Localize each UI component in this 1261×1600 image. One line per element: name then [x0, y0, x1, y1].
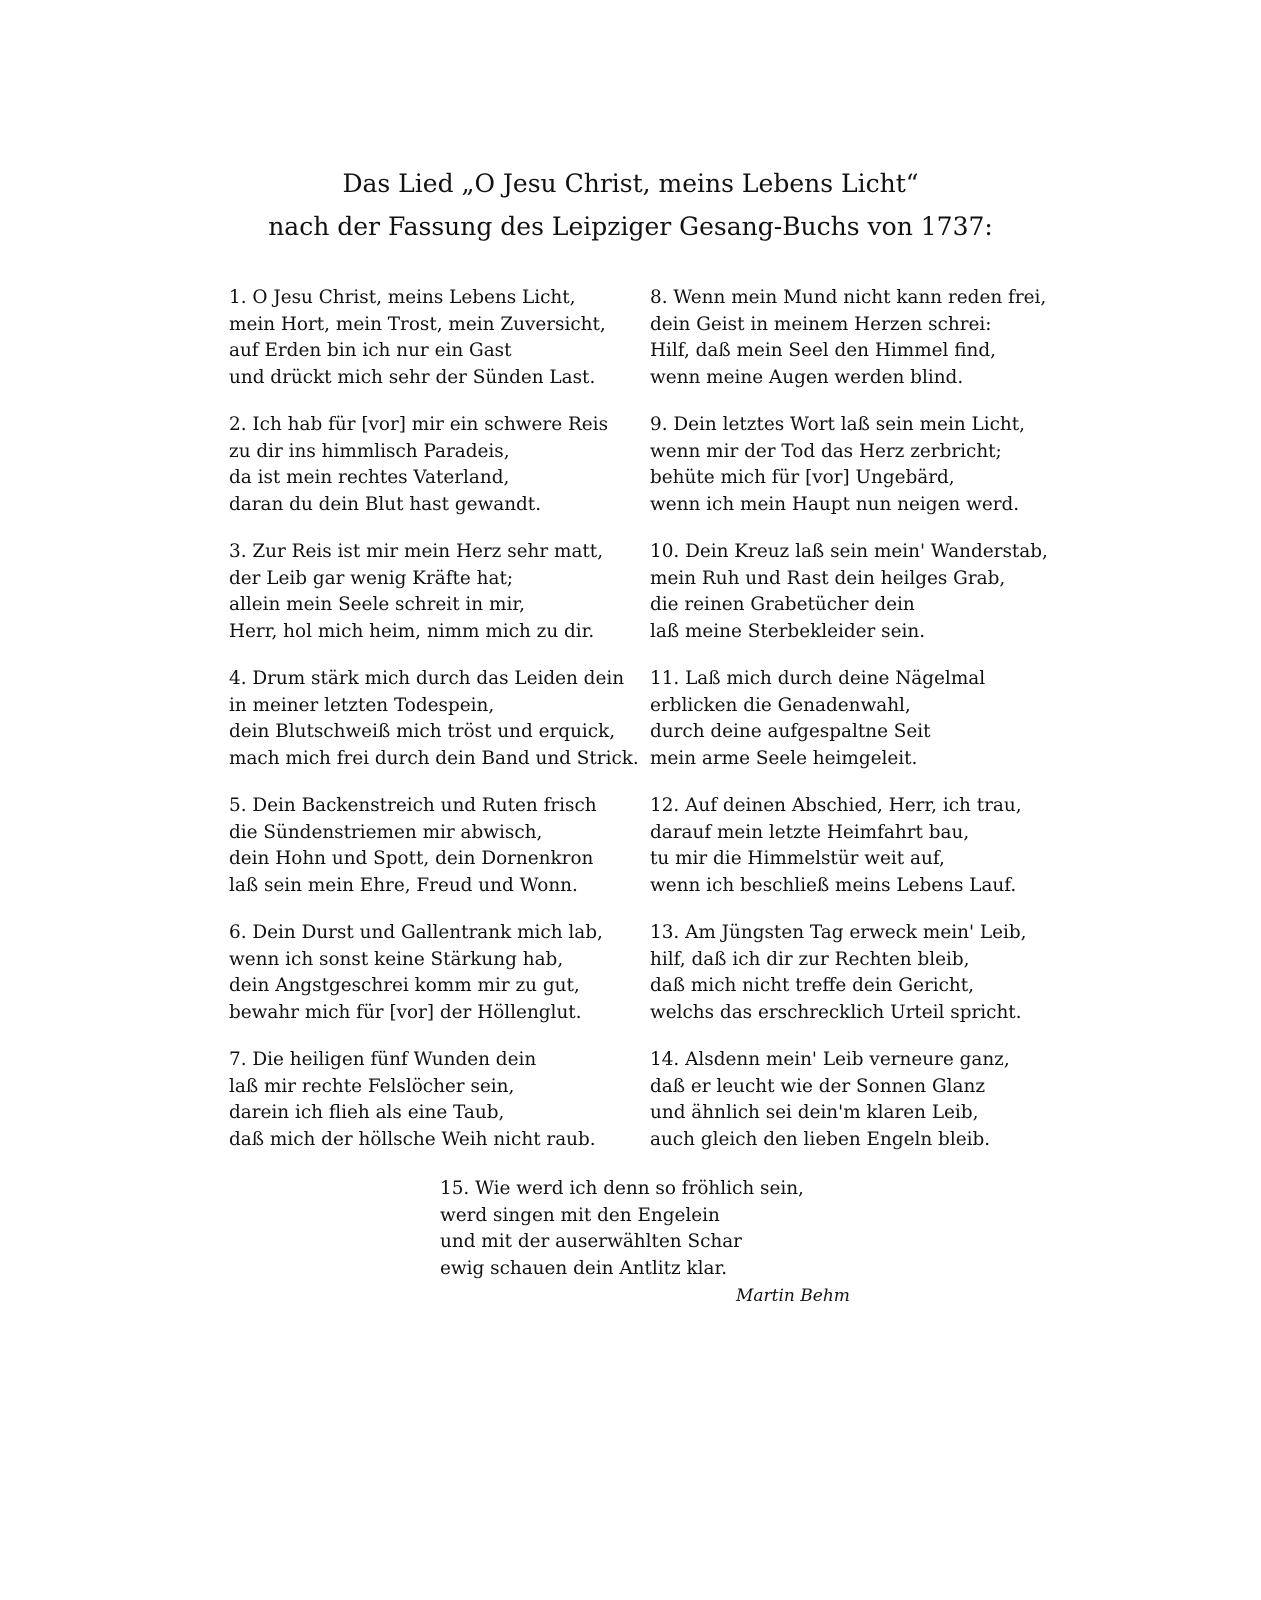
verse-line: der Leib gar wenig Kräfte hat; [229, 567, 514, 589]
author-signature: Martin Behm [736, 1286, 850, 1306]
verse-line: behüte mich für [vor] Ungebärd, [650, 467, 955, 488]
verse-line: 11. Laß mich durch deine Nägelmal [650, 668, 986, 689]
stanza-6 [229, 920, 629, 1026]
verse-line: welchs das erschrecklich Urteil spricht. [650, 1001, 1022, 1023]
verse-line: laß meine Sterbekleider sein. [650, 620, 926, 642]
stanza-4 [229, 666, 639, 772]
verse-line: wenn meine Augen werden blind. [650, 366, 964, 388]
verse-line: ewig schauen dein Antlitz klar. [440, 1257, 728, 1279]
verse-line: dein Angstgeschrei komm mir zu gut, [229, 975, 580, 996]
verse-line: 3. Zur Reis ist mir mein Herz sehr matt, [229, 541, 604, 562]
verse-line: 6. Dein Durst und Gallentrank mich lab, [229, 922, 603, 943]
verse-line: die reinen Grabetücher dein [650, 594, 915, 615]
stanza-9 [650, 412, 1050, 518]
verse-line: da ist mein rechtes Vaterland, [229, 467, 510, 488]
stanza-5 [229, 793, 629, 899]
verse-line: mach mich frei durch dein Band und Strick. [229, 747, 639, 769]
verse-line: auf Erden bin ich nur ein Gast [229, 340, 512, 361]
verse-line: auch gleich den lieben Engeln bleib. [650, 1128, 991, 1150]
verse-line: 13. Am Jüngsten Tag erweck mein' Leib, [650, 922, 1027, 943]
verse-line: daß mich nicht treffe dein Gericht, [650, 975, 975, 996]
verse-line: und ähnlich sei dein'm klaren Leib, [650, 1102, 979, 1123]
verse-line: daß mich der höllsche Weih nicht raub. [229, 1128, 596, 1150]
verse-line: darein ich flieh als eine Taub, [229, 1102, 505, 1123]
stanza-3 [229, 539, 629, 645]
verse-line: durch deine aufgespaltne Seit [650, 721, 931, 742]
verse-line: 1. O Jesu Christ, meins Lebens Licht, [229, 287, 576, 308]
stanza-8 [650, 285, 1050, 391]
verse-line: bewahr mich für [vor] der Höllenglut. [229, 1001, 582, 1023]
verse-line: wenn ich beschließ meins Lebens Lauf. [650, 874, 1017, 896]
verse-line: 12. Auf deinen Abschied, Herr, ich trau, [650, 795, 1022, 816]
page-title: Das Lied „O Jesu Christ, meins Lebens Licht“ [342, 169, 919, 198]
stanza-10 [650, 539, 1050, 645]
verse-line: wenn ich mein Haupt nun neigen werd. [650, 493, 1020, 515]
stanza-15 [440, 1176, 804, 1282]
stanza-12 [650, 793, 1050, 899]
stanza-7 [229, 1047, 629, 1153]
verse-line: 9. Dein letztes Wort laß sein mein Licht, [650, 414, 1025, 435]
verse-line: dein Blutschweiß mich tröst und erquick, [229, 721, 616, 742]
verse-line: 5. Dein Backenstreich und Ruten frisch [229, 795, 597, 816]
verse-line: 10. Dein Kreuz laß sein mein' Wanderstab, [650, 541, 1048, 562]
verse-line: mein Hort, mein Trost, mein Zuversicht, [229, 313, 606, 335]
stanza-1 [229, 285, 629, 391]
verse-line: dein Hohn und Spott, dein Dornenkron [229, 848, 594, 869]
verse-line: laß mir rechte Felslöcher sein, [229, 1075, 515, 1097]
verse-line: tu mir die Himmelstür weit auf, [650, 848, 945, 869]
verse-line: allein mein Seele schreit in mir, [229, 594, 525, 615]
stanza-column-left [229, 285, 639, 1174]
verse-line: in meiner letzten Todespein, [229, 694, 495, 716]
verse-line: wenn ich sonst keine Stärkung hab, [229, 948, 564, 970]
stanza-2 [229, 412, 629, 518]
verse-line: die Sündenstriemen mir abwisch, [229, 821, 543, 843]
verse-line: dein Geist in meinem Herzen schrei: [650, 313, 992, 335]
verse-line: und drückt mich sehr der Sünden Last. [229, 366, 596, 388]
page-subtitle: nach der Fassung des Leipziger Gesang-Buchs von 1737: [268, 212, 993, 241]
verse-line: mein Ruh und Rast dein heilges Grab, [650, 567, 1006, 589]
verse-line: darauf mein letzte Heimfahrt bau, [650, 821, 970, 843]
verse-line: und mit der auserwählten Schar [440, 1231, 742, 1252]
verse-line: hilf, daß ich dir zur Rechten bleib, [650, 948, 970, 970]
verse-line: werd singen mit den Engelein [440, 1204, 720, 1226]
verse-line: daß er leucht wie der Sonnen Glanz [650, 1075, 986, 1097]
verse-line: 2. Ich hab für [vor] mir ein schwere Reis [229, 414, 609, 435]
verse-line: wenn mir der Tod das Herz zerbricht; [650, 440, 1002, 462]
verse-line: daran du dein Blut hast gewandt. [229, 493, 542, 515]
verse-line: Hilf, daß mein Seel den Himmel find, [650, 340, 996, 361]
verse-line: zu dir ins himmlisch Paradeis, [229, 440, 510, 462]
stanza-13 [650, 920, 1050, 1026]
verse-line: 4. Drum stärk mich durch das Leiden dein [229, 668, 625, 689]
stanza-11 [650, 666, 1050, 772]
verse-line: 14. Alsdenn mein' Leib verneure ganz, [650, 1049, 1010, 1070]
verse-line: erblicken die Genadenwahl, [650, 694, 911, 716]
stanza-column-right [650, 285, 1050, 1174]
verse-line: laß sein mein Ehre, Freud und Wonn. [229, 874, 578, 896]
stanza-14 [650, 1047, 1050, 1153]
verse-line: 8. Wenn mein Mund nicht kann reden frei, [650, 287, 1047, 308]
verse-line: mein arme Seele heimgeleit. [650, 747, 918, 769]
verse-line: 7. Die heiligen fünf Wunden dein [229, 1049, 537, 1070]
verse-line: Herr, hol mich heim, nimm mich zu dir. [229, 620, 595, 642]
verse-line: 15. Wie werd ich denn so fröhlich sein, [440, 1178, 804, 1199]
